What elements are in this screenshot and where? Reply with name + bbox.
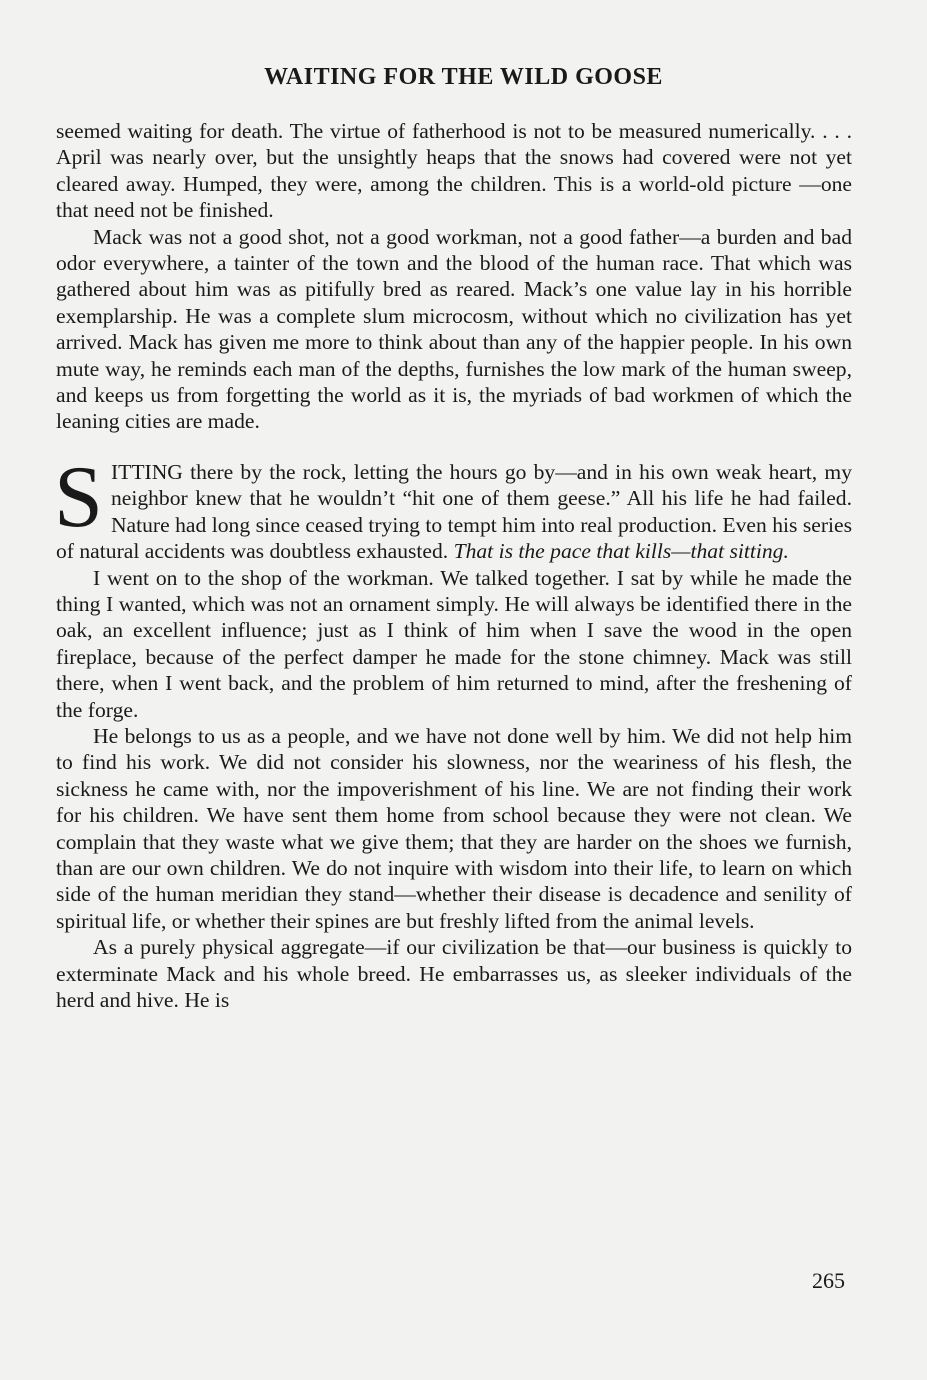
italic-phrase: That is the pace that kills—that sitting. (453, 539, 789, 564)
paragraph-workman: I went on to the shop of the workman. We talked together. I sat by while he made the thing I wanted, which was not an ornament simply. He will always be identified there in the oak, an excellent influence; just as I think of him when I save the wood in the open fireplace, because of the perfect damper he made for the stone chimney. Mack was still there, when I went back, and the problem of him returned to mind, after the freshening of the forge. (56, 565, 852, 722)
drop-cap: S (54, 448, 103, 546)
paragraph-text: there by the rock, letting the hours go by—and in his own weak heart, my neighbor knew that he wouldn’t “hit one of them geese.” All his life he had failed. Nature had long since ceased trying to tempt him into real production. Even his series of natural accidents was doubtless exhausted. (56, 459, 852, 564)
paragraph-people: He belongs to us as a people, and we have not done well by him. We did not help him to find his work. We did not consider his slowness, nor the weariness of his flesh, the sickness he came with, nor the impoverishment of his line. We are not finding their work for his children. We have sent them home from school because they were not clean. We complain that they waste what we give them; that they are harder on the shoes we furnish, than are our own children. We do not inquire with wisdom into their life, to learn on which side of the human meridian they stand—whether their disease is decadence and senility of spiritual life, or whether their spines are but freshly lifted from the animal levels. (56, 723, 852, 933)
paragraph-continuation: seemed waiting for death. The virtue of fatherhood is not to be measured numerically. . . . April was nearly over, but the unsightly heaps that the snows had covered were not yet cleared away. Humped, they were, among the children. This is a world-old picture —one that need not be finished. (56, 119, 852, 223)
paragraph-mack-description: Mack was not a good shot, not a good workman, not a good father—a burden and bad odor everywhere, a tainter of the town and the blood of the human race. That which was gathered about him was as pitifully bred as reared. Mack’s one value lay in his horrible exemplarship. He was a complete slum microcosm, without which no civilization has yet arrived. Mack has given me more to think about than any of the happier people. In his own mute way, he reminds each man of the depths, furnishes the low mark of the human sweep, and keeps us from forgetting the world as it is, the myriads of bad workmen of which the leaning cities are made. (56, 224, 852, 434)
paragraph-section-start (54, 448, 852, 565)
page-number: 265 (812, 1268, 845, 1293)
paragraph-aggregate: As a purely physical aggregate—if our civilization be that—our business is quickly to exterminate Mack and his whole breed. He embarrasses us, as sleeker individuals of the herd and hive. He is (56, 935, 852, 1012)
body-text (56, 118, 852, 1013)
running-head: WAITING FOR THE WILD GOOSE (264, 64, 663, 90)
small-caps-lead: ITTING (110, 459, 183, 484)
